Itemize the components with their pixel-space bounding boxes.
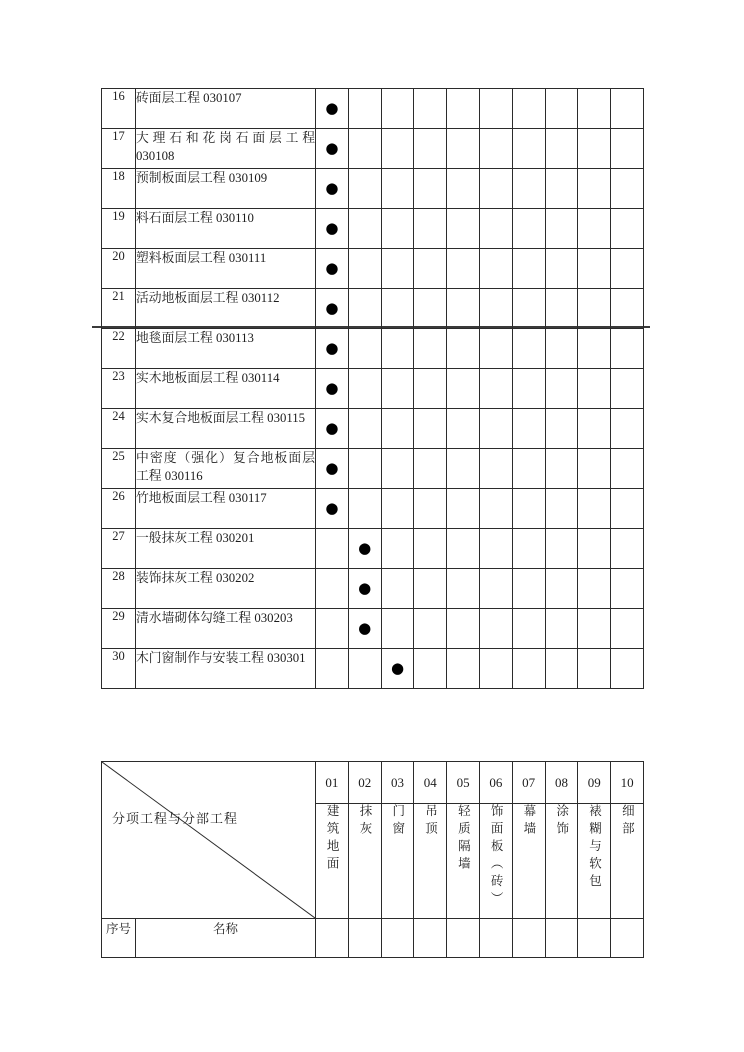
legend-empty-cell bbox=[611, 919, 644, 958]
matrix-cell bbox=[578, 409, 611, 449]
row-name-cell: 装饰抹灰工程 030202 bbox=[136, 569, 316, 609]
dot-marker: ● bbox=[325, 378, 339, 397]
legend-empty-cell bbox=[414, 919, 447, 958]
matrix-cell bbox=[545, 449, 578, 489]
name-header-cell: 名称 bbox=[136, 919, 316, 958]
matrix-cell bbox=[512, 329, 545, 369]
table-row bbox=[102, 209, 644, 249]
legend-empty-cell bbox=[381, 919, 414, 958]
matrix-cell bbox=[512, 129, 545, 169]
matrix-cell bbox=[479, 169, 512, 209]
matrix-cell bbox=[381, 329, 414, 369]
matrix-cell bbox=[479, 249, 512, 289]
matrix-cell bbox=[316, 369, 349, 409]
dot-marker: ● bbox=[325, 98, 339, 117]
matrix-cell bbox=[316, 249, 349, 289]
legend-code-cell: 07 bbox=[512, 762, 545, 804]
matrix-cell bbox=[316, 569, 349, 609]
row-number-cell: 16 bbox=[102, 89, 136, 129]
matrix-cell bbox=[545, 89, 578, 129]
legend-empty-cell bbox=[316, 919, 349, 958]
matrix-cell bbox=[447, 209, 480, 249]
matrix-cell bbox=[381, 249, 414, 289]
legend-empty-cell bbox=[578, 919, 611, 958]
legend-empty-cell bbox=[512, 919, 545, 958]
legend-code-cell: 10 bbox=[611, 762, 644, 804]
matrix-cell bbox=[578, 249, 611, 289]
row-number-cell: 30 bbox=[102, 649, 136, 689]
matrix-cell bbox=[545, 169, 578, 209]
matrix-cell bbox=[611, 609, 644, 649]
legend-label-text: 吊顶 bbox=[423, 804, 438, 839]
matrix-cell bbox=[348, 409, 381, 449]
row-name-cell: 大理石和花岗石面层工程 030108 bbox=[136, 129, 316, 169]
matrix-cell bbox=[414, 409, 447, 449]
table-row bbox=[102, 249, 644, 289]
matrix-cell bbox=[447, 409, 480, 449]
matrix-cell bbox=[479, 529, 512, 569]
matrix-cell bbox=[381, 289, 414, 329]
table-row bbox=[102, 369, 644, 409]
matrix-cell bbox=[512, 609, 545, 649]
matrix-cell bbox=[545, 329, 578, 369]
legend-code-cell: 08 bbox=[545, 762, 578, 804]
matrix-cell bbox=[316, 409, 349, 449]
table-row bbox=[102, 649, 644, 689]
diagonal-line bbox=[102, 762, 315, 918]
matrix-cell bbox=[316, 649, 349, 689]
table-row bbox=[102, 169, 644, 209]
matrix-cell bbox=[381, 569, 414, 609]
matrix-cell bbox=[479, 409, 512, 449]
matrix-cell bbox=[512, 289, 545, 329]
table-row bbox=[102, 289, 644, 329]
matrix-cell bbox=[348, 249, 381, 289]
legend-code-cell: 03 bbox=[381, 762, 414, 804]
legend-label-text: 幕墙 bbox=[521, 804, 536, 839]
matrix-cell bbox=[381, 169, 414, 209]
row-name-cell: 清水墙砌体勾缝工程 030203 bbox=[136, 609, 316, 649]
matrix-cell bbox=[348, 329, 381, 369]
matrix-cell bbox=[447, 609, 480, 649]
table-row bbox=[102, 569, 644, 609]
legend-code-cell: 04 bbox=[414, 762, 447, 804]
row-name-cell: 塑料板面层工程 030111 bbox=[136, 249, 316, 289]
row-name-cell: 砖面层工程 030107 bbox=[136, 89, 316, 129]
matrix-cell bbox=[447, 249, 480, 289]
matrix-cell bbox=[545, 529, 578, 569]
row-name-cell: 木门窗制作与安装工程 030301 bbox=[136, 649, 316, 689]
legend-code-cell: 05 bbox=[447, 762, 480, 804]
matrix-cell bbox=[545, 609, 578, 649]
matrix-cell bbox=[611, 169, 644, 209]
matrix-cell bbox=[447, 129, 480, 169]
matrix-cell bbox=[479, 129, 512, 169]
legend-label-text: 涂饰 bbox=[554, 804, 569, 839]
matrix-cell bbox=[479, 609, 512, 649]
row-number-cell: 28 bbox=[102, 569, 136, 609]
matrix-cell bbox=[381, 489, 414, 529]
matrix-cell bbox=[512, 649, 545, 689]
row-number-cell: 26 bbox=[102, 489, 136, 529]
row-name-cell: 地毯面层工程 030113 bbox=[136, 329, 316, 369]
matrix-cell bbox=[414, 529, 447, 569]
legend-empty-cell bbox=[479, 919, 512, 958]
matrix-cell bbox=[381, 649, 414, 689]
matrix-cell bbox=[578, 489, 611, 529]
row-name-cell: 实木复合地板面层工程 030115 bbox=[136, 409, 316, 449]
matrix-cell bbox=[316, 329, 349, 369]
matrix-cell bbox=[414, 209, 447, 249]
matrix-cell bbox=[381, 409, 414, 449]
row-number-cell: 25 bbox=[102, 449, 136, 489]
matrix-cell bbox=[381, 369, 414, 409]
column-legend-table bbox=[101, 761, 644, 958]
matrix-cell bbox=[479, 649, 512, 689]
legend-code-cell: 01 bbox=[316, 762, 349, 804]
row-name-cell: 预制板面层工程 030109 bbox=[136, 169, 316, 209]
matrix-cell bbox=[414, 449, 447, 489]
matrix-cell bbox=[381, 89, 414, 129]
matrix-cell bbox=[578, 609, 611, 649]
matrix-cell bbox=[348, 449, 381, 489]
legend-label-text: 轻质隔墙 bbox=[456, 804, 471, 874]
matrix-cell bbox=[611, 209, 644, 249]
matrix-cell bbox=[611, 329, 644, 369]
matrix-cell bbox=[512, 369, 545, 409]
matrix-cell bbox=[611, 649, 644, 689]
matrix-cell bbox=[545, 489, 578, 529]
legend-label-cell bbox=[381, 804, 414, 919]
row-number-cell: 22 bbox=[102, 329, 136, 369]
matrix-cell bbox=[512, 409, 545, 449]
matrix-cell bbox=[512, 169, 545, 209]
dot-marker: ● bbox=[390, 658, 405, 677]
matrix-cell bbox=[578, 329, 611, 369]
row-number-cell: 20 bbox=[102, 249, 136, 289]
matrix-cell bbox=[348, 289, 381, 329]
row-number-cell: 18 bbox=[102, 169, 136, 209]
matrix-cell bbox=[578, 569, 611, 609]
matrix-cell bbox=[479, 289, 512, 329]
matrix-cell bbox=[348, 529, 381, 569]
matrix-cell bbox=[316, 209, 349, 249]
matrix-cell bbox=[414, 649, 447, 689]
legend-code-row bbox=[102, 762, 644, 804]
row-number-cell: 29 bbox=[102, 609, 136, 649]
matrix-cell bbox=[611, 249, 644, 289]
matrix-cell bbox=[479, 329, 512, 369]
legend-label-cell bbox=[447, 804, 480, 919]
matrix-cell bbox=[611, 529, 644, 569]
legend-code-cell: 06 bbox=[479, 762, 512, 804]
matrix-cell bbox=[611, 89, 644, 129]
legend-label-text: 抹灰 bbox=[357, 804, 372, 839]
legend-label-cell bbox=[348, 804, 381, 919]
dot-marker: ● bbox=[325, 498, 339, 517]
table-row bbox=[102, 449, 644, 489]
matrix-cell bbox=[512, 209, 545, 249]
legend-empty-cell bbox=[545, 919, 578, 958]
matrix-cell bbox=[545, 649, 578, 689]
matrix-cell bbox=[447, 169, 480, 209]
legend-code-cell: 09 bbox=[578, 762, 611, 804]
matrix-cell bbox=[479, 369, 512, 409]
matrix-cell bbox=[316, 89, 349, 129]
dot-marker: ● bbox=[325, 458, 339, 477]
matrix-cell bbox=[381, 609, 414, 649]
matrix-cell bbox=[447, 289, 480, 329]
matrix-cell bbox=[414, 289, 447, 329]
legend-label-cell bbox=[414, 804, 447, 919]
matrix-cell bbox=[479, 489, 512, 529]
legend-label-text: 门窗 bbox=[390, 804, 405, 839]
matrix-cell bbox=[348, 209, 381, 249]
row-name-cell: 一般抹灰工程 030201 bbox=[136, 529, 316, 569]
matrix-cell bbox=[414, 329, 447, 369]
matrix-cell bbox=[479, 89, 512, 129]
matrix-cell bbox=[611, 289, 644, 329]
legend-label-cell bbox=[512, 804, 545, 919]
matrix-cell bbox=[611, 569, 644, 609]
dot-marker: ● bbox=[325, 178, 339, 197]
matrix-cell bbox=[447, 329, 480, 369]
matrix-cell bbox=[578, 529, 611, 569]
matrix-cell bbox=[578, 369, 611, 409]
matrix-cell bbox=[447, 89, 480, 129]
row-name-cell: 活动地板面层工程 030112 bbox=[136, 289, 316, 329]
legend-label-text: 饰面板（砖） bbox=[489, 804, 504, 909]
matrix-cell bbox=[512, 249, 545, 289]
matrix-cell bbox=[545, 409, 578, 449]
table-row bbox=[102, 329, 644, 369]
legend-label-cell bbox=[545, 804, 578, 919]
matrix-cell bbox=[545, 249, 578, 289]
matrix-cell bbox=[512, 449, 545, 489]
matrix-cell bbox=[611, 449, 644, 489]
matrix-cell bbox=[381, 529, 414, 569]
matrix-cell bbox=[512, 569, 545, 609]
table-row bbox=[102, 489, 644, 529]
matrix-cell bbox=[414, 249, 447, 289]
matrix-cell bbox=[348, 169, 381, 209]
matrix-cell bbox=[381, 129, 414, 169]
matrix-cell bbox=[578, 169, 611, 209]
matrix-cell bbox=[316, 609, 349, 649]
matrix-cell bbox=[578, 209, 611, 249]
dot-marker: ● bbox=[325, 338, 339, 357]
matrix-cell bbox=[414, 569, 447, 609]
matrix-cell bbox=[348, 369, 381, 409]
matrix-cell bbox=[316, 289, 349, 329]
matrix-cell bbox=[348, 89, 381, 129]
matrix-cell bbox=[348, 129, 381, 169]
legend-label-text: 细部 bbox=[620, 804, 635, 839]
matrix-cell bbox=[479, 569, 512, 609]
legend-code-cell: 02 bbox=[348, 762, 381, 804]
row-number-cell: 27 bbox=[102, 529, 136, 569]
row-number-cell: 17 bbox=[102, 129, 136, 169]
row-number-cell: 23 bbox=[102, 369, 136, 409]
matrix-cell bbox=[348, 569, 381, 609]
matrix-cell bbox=[348, 649, 381, 689]
serial-header-cell: 序号 bbox=[102, 919, 136, 958]
legend-empty-cell bbox=[348, 919, 381, 958]
row-name-cell: 中密度（强化）复合地板面层工程 030116 bbox=[136, 449, 316, 489]
table-row bbox=[102, 129, 644, 169]
matrix-cell bbox=[381, 449, 414, 489]
matrix-cell bbox=[545, 209, 578, 249]
matrix-cell bbox=[611, 489, 644, 529]
matrix-cell bbox=[381, 209, 414, 249]
diagonal-header-cell bbox=[102, 762, 316, 919]
matrix-cell bbox=[348, 609, 381, 649]
matrix-cell bbox=[512, 489, 545, 529]
matrix-cell bbox=[447, 449, 480, 489]
table-row bbox=[102, 609, 644, 649]
matrix-cell bbox=[316, 169, 349, 209]
matrix-cell bbox=[545, 289, 578, 329]
matrix-cell bbox=[545, 129, 578, 169]
matrix-cell bbox=[348, 489, 381, 529]
matrix-cell bbox=[316, 129, 349, 169]
matrix-cell bbox=[316, 449, 349, 489]
dot-marker: ● bbox=[325, 218, 339, 237]
matrix-cell bbox=[447, 529, 480, 569]
row-number-cell: 21 bbox=[102, 289, 136, 329]
row-name-cell: 实木地板面层工程 030114 bbox=[136, 369, 316, 409]
matrix-cell bbox=[578, 449, 611, 489]
row-number-cell: 19 bbox=[102, 209, 136, 249]
legend-label-text: 裱糊与软包 bbox=[587, 804, 602, 892]
matrix-cell bbox=[316, 529, 349, 569]
dot-marker: ● bbox=[358, 578, 372, 597]
row-number-cell: 24 bbox=[102, 409, 136, 449]
table-row bbox=[102, 409, 644, 449]
table-row bbox=[102, 529, 644, 569]
matrix-cell bbox=[611, 369, 644, 409]
matrix-cell bbox=[578, 649, 611, 689]
matrix-cell bbox=[414, 369, 447, 409]
matrix-cell bbox=[316, 489, 349, 529]
matrix-cell bbox=[414, 169, 447, 209]
legend-bottom-row bbox=[102, 919, 644, 958]
matrix-cell bbox=[611, 129, 644, 169]
matrix-cell bbox=[414, 489, 447, 529]
dot-marker: ● bbox=[325, 298, 339, 317]
matrix-cell bbox=[414, 609, 447, 649]
dot-marker: ● bbox=[358, 618, 372, 637]
matrix-cell bbox=[414, 89, 447, 129]
dot-marker: ● bbox=[325, 138, 339, 157]
row-name-cell: 竹地板面层工程 030117 bbox=[136, 489, 316, 529]
matrix-cell bbox=[545, 569, 578, 609]
matrix-cell bbox=[578, 89, 611, 129]
matrix-cell bbox=[545, 369, 578, 409]
matrix-cell bbox=[447, 489, 480, 529]
matrix-cell bbox=[447, 369, 480, 409]
matrix-cell bbox=[447, 569, 480, 609]
legend-label-cell bbox=[479, 804, 512, 919]
matrix-cell bbox=[414, 129, 447, 169]
legend-label-text: 建筑地面 bbox=[325, 804, 340, 874]
matrix-cell bbox=[578, 289, 611, 329]
dot-marker: ● bbox=[358, 538, 372, 557]
matrix-cell bbox=[479, 449, 512, 489]
matrix-cell bbox=[447, 649, 480, 689]
matrix-cell bbox=[479, 209, 512, 249]
legend-label-cell bbox=[578, 804, 611, 919]
matrix-cell bbox=[512, 529, 545, 569]
matrix-cell bbox=[512, 89, 545, 129]
matrix-cell bbox=[611, 409, 644, 449]
dot-marker: ● bbox=[325, 258, 339, 277]
project-checklist-table bbox=[101, 88, 644, 689]
row-name-cell: 料石面层工程 030110 bbox=[136, 209, 316, 249]
dot-marker: ● bbox=[325, 418, 339, 437]
matrix-cell bbox=[578, 129, 611, 169]
legend-label-cell bbox=[611, 804, 644, 919]
legend-label-cell bbox=[316, 804, 349, 919]
table-row bbox=[102, 89, 644, 129]
legend-empty-cell bbox=[447, 919, 480, 958]
diagonal-label: 分项工程与分部工程 bbox=[112, 811, 239, 826]
